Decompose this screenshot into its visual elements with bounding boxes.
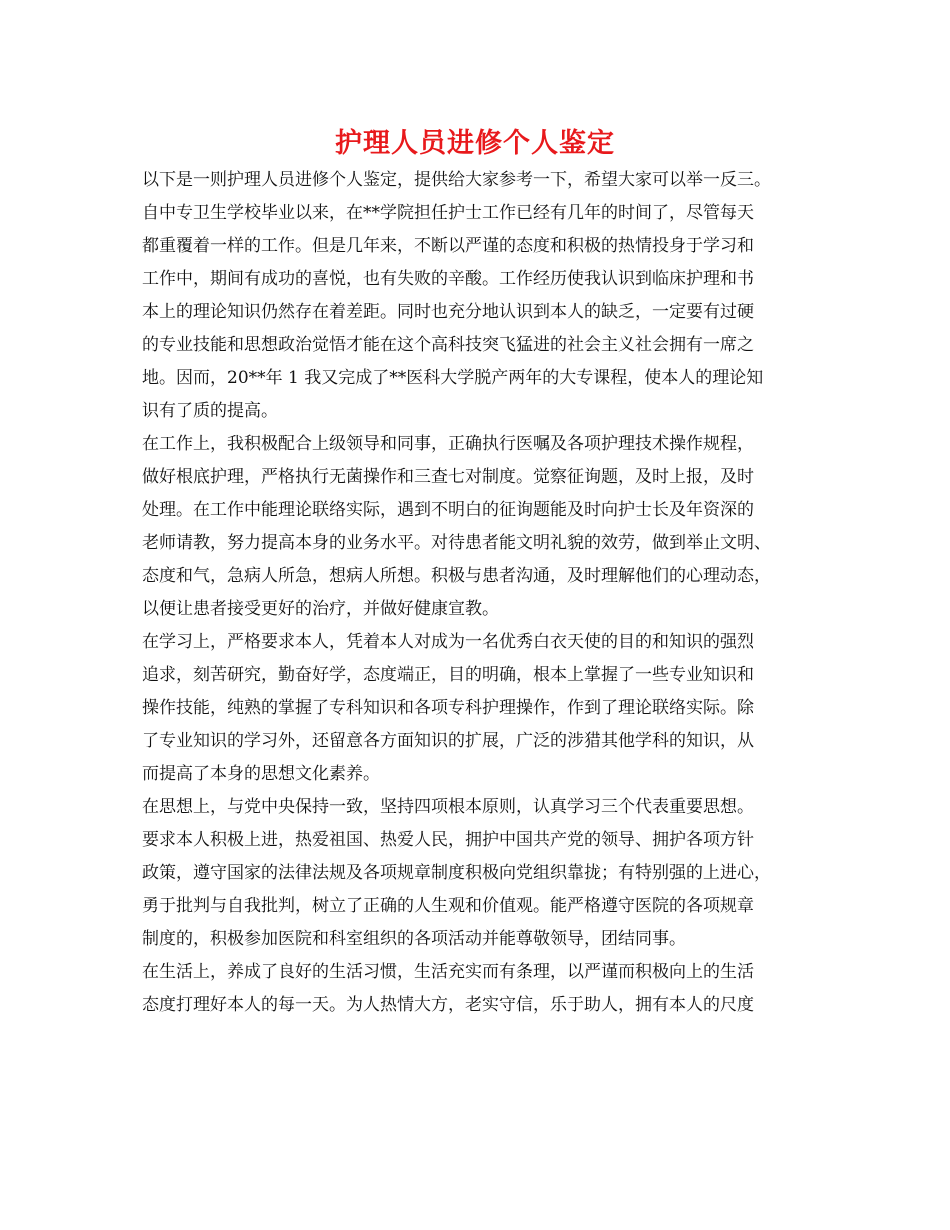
document-title: 护理人员进修个人鉴定: [335, 128, 615, 159]
text-line: 都重覆着一样的工作。但是几年来，不断以严谨的态度和积极的热情投身于学习和: [142, 236, 754, 256]
text-line: 老师请教，努力提高本身的业务水平。对待患者能文明礼貌的效劳，做到举止文明、: [142, 533, 771, 553]
text-line: 的专业技能和思想政治觉悟才能在这个高科技突飞猛进的社会主义社会拥有一席之: [142, 335, 754, 355]
text-line: 做好根底护理，严格执行无菌操作和三查七对制度。觉察征询题，及时上报，及时: [142, 467, 754, 487]
text-line: 制度的，积极参加医院和科室组织的各项活动并能尊敬领导，团结同事。: [142, 929, 686, 949]
text-line: 以便让患者接受更好的治疗，并做好健康宣教。: [142, 599, 499, 619]
text-line: 在工作上，我积极配合上级领导和同事，正确执行医嘱及各项护理技术操作规程，: [142, 434, 754, 454]
text-line: 本上的理论知识仍然存在着差距。同时也充分地认识到本人的缺乏，一定要有过硬: [142, 302, 754, 322]
text-line: 了专业知识的学习外，还留意各方面知识的扩展，广泛的涉猎其他学科的知识，从: [142, 731, 754, 751]
text-line: 处理。在工作中能理论联络实际，遇到不明白的征询题能及时向护士长及年资深的: [142, 500, 754, 520]
text-line: 地。因而，20**年 1 我又完成了**医科大学脱产两年的大专课程，使本人的理论知: [142, 368, 764, 388]
text-line: 在学习上，严格要求本人，凭着本人对成为一名优秀白衣天使的目的和知识的强烈: [142, 632, 754, 652]
text-line: 自中专卫生学校毕业以来，在**学院担任护士工作已经有几年的时间了，尽管每天: [142, 203, 754, 223]
text-line: 在思想上，与党中央保持一致，坚持四项根本原则，认真学习三个代表重要思想。: [142, 797, 754, 817]
text-line: 识有了质的提高。: [142, 401, 278, 421]
text-line: 政策，遵守国家的法律法规及各项规章制度积极向党组织靠拢；有特别强的上进心，: [142, 863, 771, 883]
text-line: 在生活上，养成了良好的生活习惯，生活充实而有条理，以严谨而积极向上的生活: [142, 962, 754, 982]
text-line: 追求，刻苦研究，勤奋好学，态度端正，目的明确，根本上掌握了一些专业知识和: [142, 665, 754, 685]
text-line: 工作中，期间有成功的喜悦，也有失败的辛酸。工作经历使我认识到临床护理和书: [142, 269, 754, 289]
text-line: 勇于批判与自我批判，树立了正确的人生观和价值观。能严格遵守医院的各项规章: [142, 896, 754, 916]
text-line: 要求本人积极上进，热爱祖国、热爱人民，拥护中国共产党的领导、拥护各项方针: [142, 830, 754, 850]
text-line: 以下是一则护理人员进修个人鉴定，提供给大家参考一下，希望大家可以举一反三。: [142, 170, 771, 190]
text-line: 态度和气，急病人所急，想病人所想。积极与患者沟通，及时理解他们的心理动态，: [142, 566, 771, 586]
text-line: 而提高了本身的思想文化素养。: [142, 764, 380, 784]
text-line: 态度打理好本人的每一天。为人热情大方，老实守信，乐于助人，拥有本人的尺度: [142, 995, 754, 1015]
text-line: 操作技能，纯熟的掌握了专科知识和各项专科护理操作，作到了理论联络实际。除: [142, 698, 754, 718]
document-body: [142, 164, 828, 1022]
